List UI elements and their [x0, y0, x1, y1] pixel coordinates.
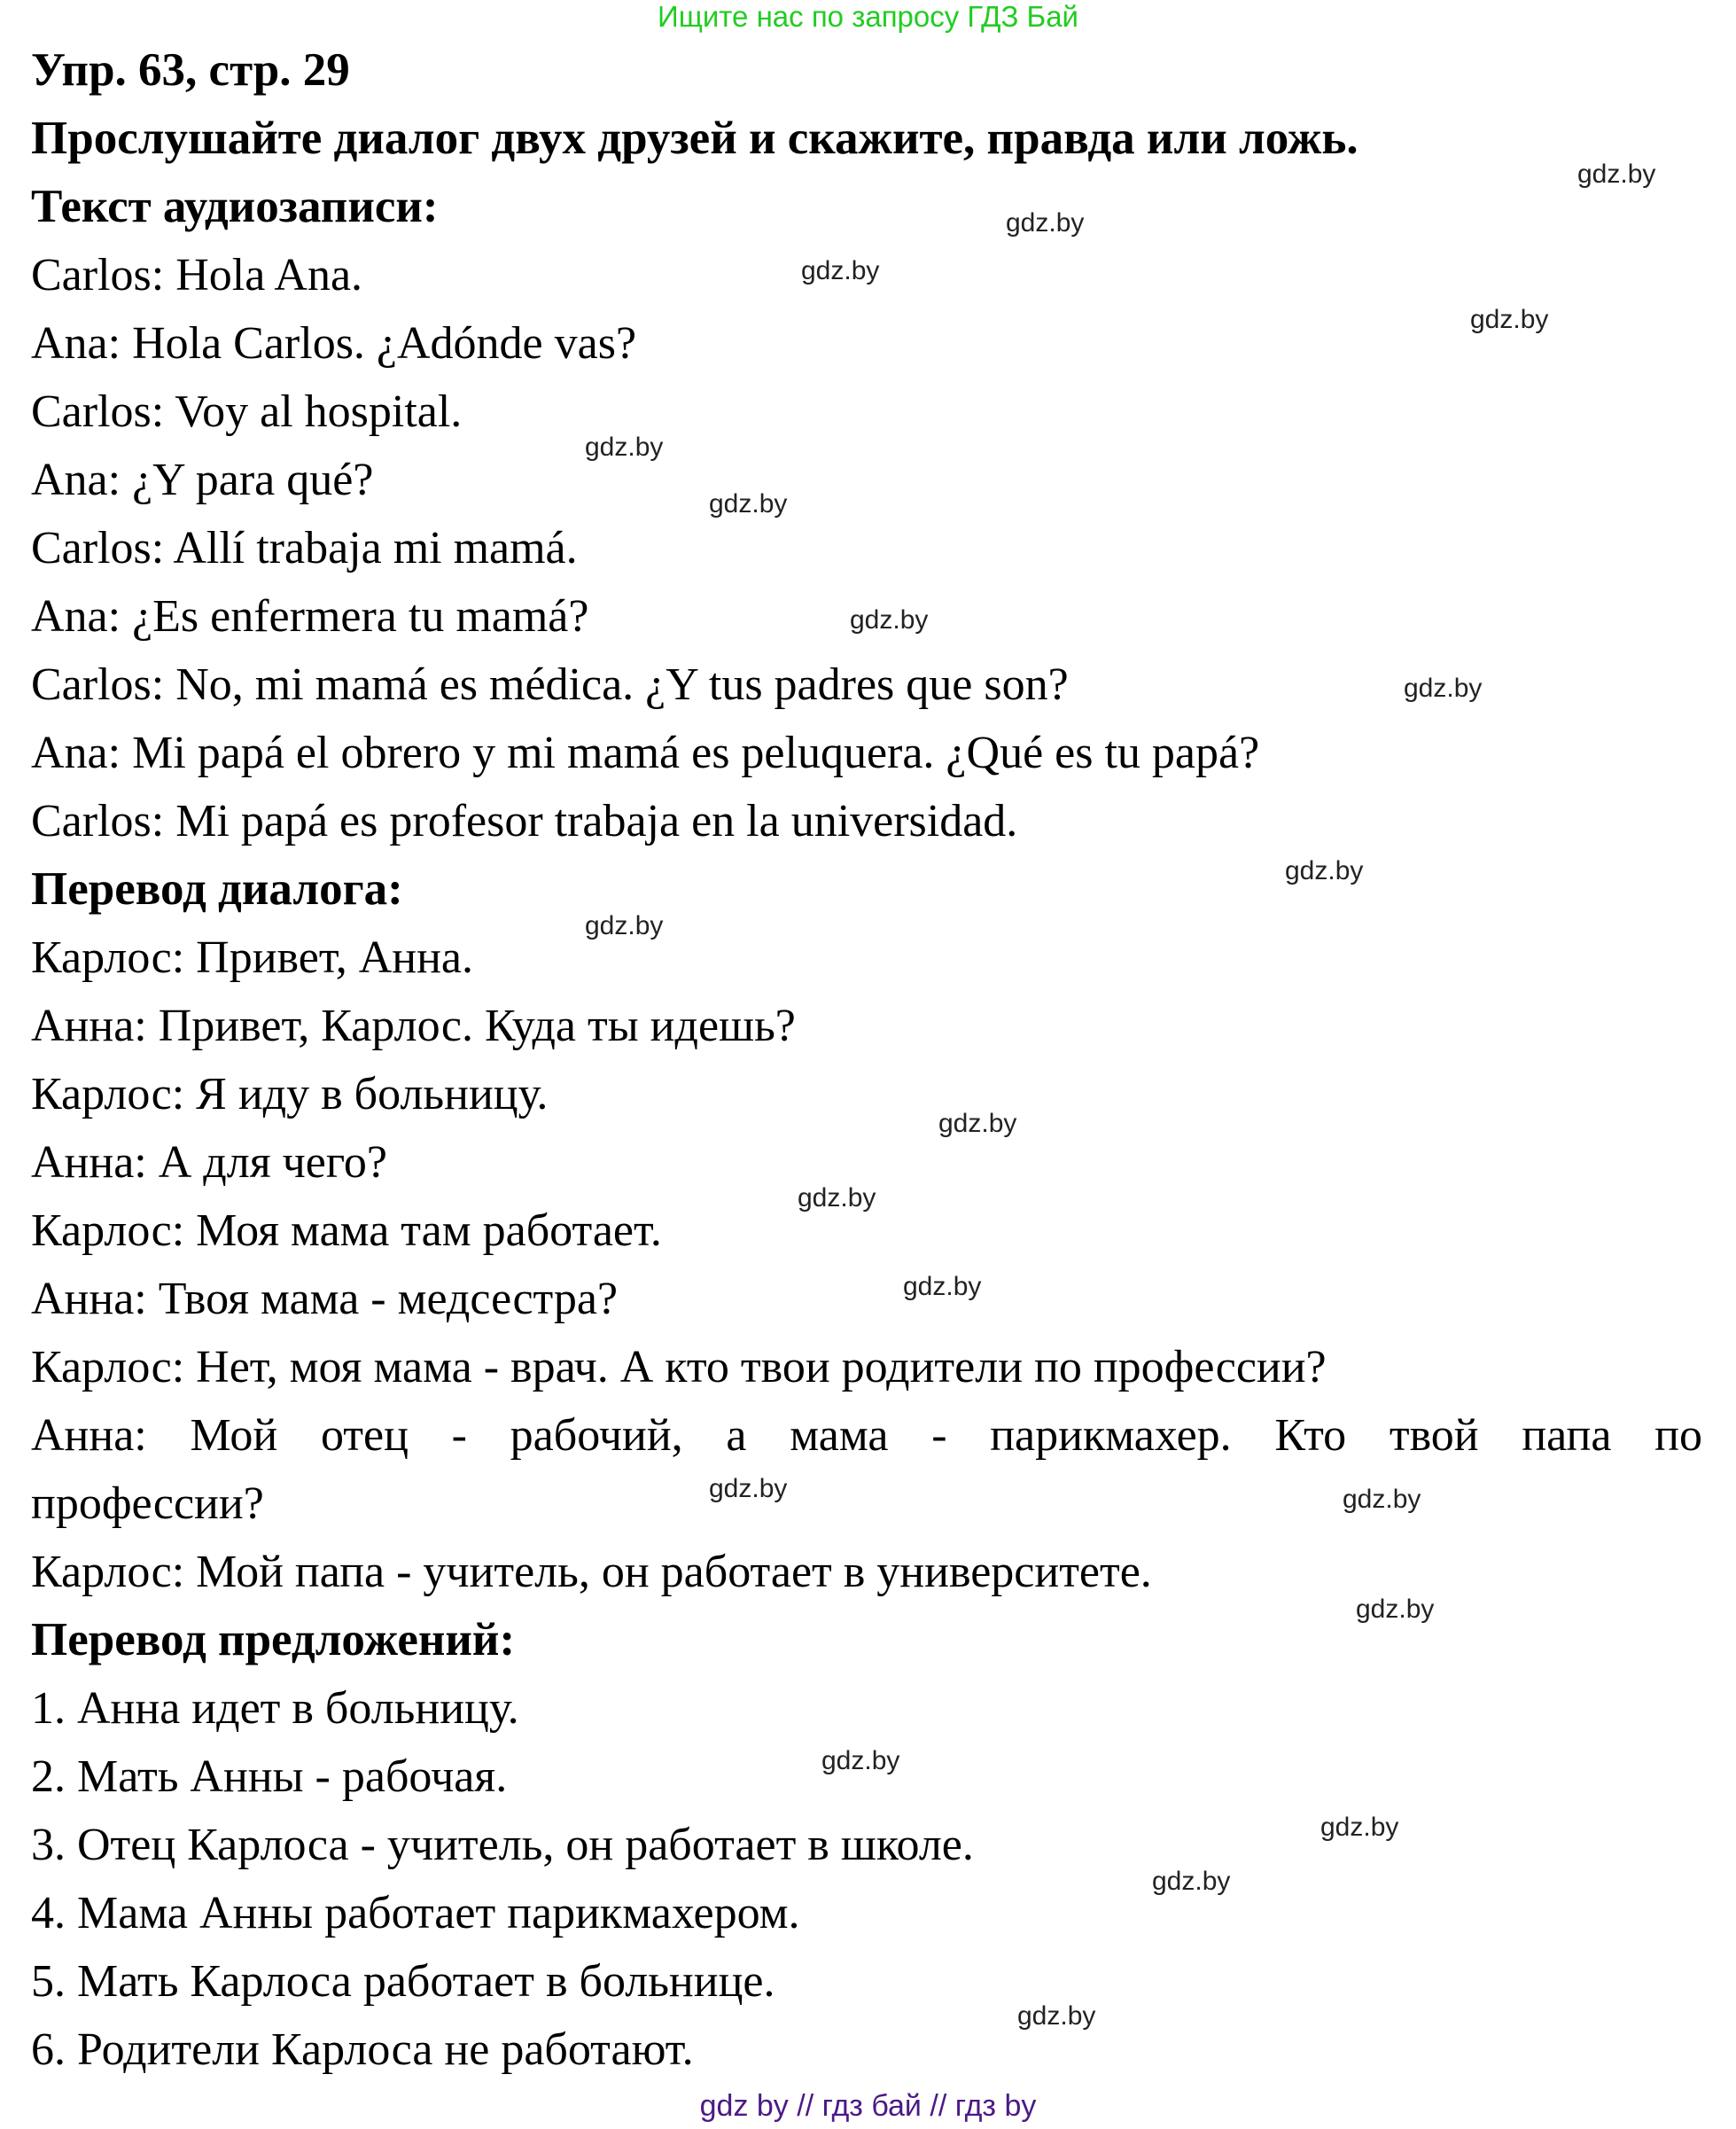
watermark-text: gdz.by	[585, 911, 664, 940]
text-line: 6. Родители Карлоса не работают.	[31, 2024, 694, 2075]
watermark-text: gdz.by	[1006, 208, 1085, 238]
text-line: Карлос: Мой папа - учитель, он работает в университете.	[31, 1547, 1152, 1597]
watermark-text: gdz.by	[1470, 305, 1549, 334]
watermark-text: gdz.by	[709, 1474, 788, 1503]
watermark-text: gdz.by	[903, 1272, 982, 1301]
watermark-text: gdz.by	[938, 1109, 1017, 1138]
watermark-text: gdz.by	[1404, 674, 1483, 703]
text-line: Carlos: Voy al hospital.	[31, 386, 463, 437]
text-line: Анна: Твоя мама - медсестра?	[31, 1274, 619, 1324]
text-line: 1. Анна идет в больницу.	[31, 1683, 519, 1734]
watermark-text: gdz.by	[798, 1183, 876, 1213]
watermark-text: gdz.by	[821, 1746, 900, 1775]
search-hint-banner: Ищите нас по запросу ГДЗ Бай	[658, 0, 1078, 33]
section-heading: Текст аудиозаписи:	[31, 181, 439, 232]
watermark-text: gdz.by	[1356, 1595, 1435, 1624]
text-line: Carlos: Allí trabaja mi mamá.	[31, 523, 578, 573]
watermark-text: gdz.by	[1320, 1813, 1399, 1842]
text-line: Carlos: Mi papá es profesor trabaja en la universidad.	[31, 796, 1018, 846]
text-line: Карлос: Моя мама там работает.	[31, 1205, 662, 1256]
text-line: Анна: Привет, Карлос. Куда ты идешь?	[31, 1001, 796, 1051]
watermark-text: gdz.by	[1017, 2001, 1096, 2031]
watermark-text: gdz.by	[1152, 1867, 1231, 1896]
text-line: Ana: Mi papá el obrero y mi mamá es peluquera. ¿Qué es tu papá?	[31, 728, 1260, 778]
section-heading: Перевод диалога:	[31, 863, 403, 915]
page-title: Упр. 63, стр. 29	[31, 44, 350, 96]
text-line: профессии?	[31, 1478, 264, 1529]
text-line: Carlos: No, mi mamá es médica. ¿Y tus padres que son?	[31, 659, 1069, 710]
text-line: Карлос: Нет, моя мама - врач. А кто твои родители по профессии?	[31, 1342, 1327, 1392]
text-line: Карлос: Я иду в больницу.	[31, 1069, 549, 1119]
text-line: Ana: ¿Es enfermera tu mamá?	[31, 591, 589, 642]
watermark-text: gdz.by	[1285, 856, 1364, 885]
watermark-text: gdz.by	[585, 433, 664, 462]
text-line: Ana: ¿Y para qué?	[31, 455, 374, 505]
text-line: 3. Отец Карлоса - учитель, он работает в школе.	[31, 1820, 974, 1870]
watermark-text: gdz.by	[801, 256, 880, 285]
text-line: Анна: Мой отец - рабочий, а мама - парикмахер. Кто твой папа по	[31, 1410, 1702, 1461]
watermark-text: gdz.by	[1577, 160, 1656, 189]
text-line: Анна: А для чего?	[31, 1137, 387, 1188]
section-heading: Перевод предложений:	[31, 1614, 516, 1665]
watermark-text: gdz.by	[709, 489, 788, 519]
text-line: Ana: Hola Carlos. ¿Adónde vas?	[31, 318, 637, 369]
section-heading: Прослушайте диалог двух друзей и скажите, правда или ложь.	[31, 113, 1358, 164]
footer-watermark: gdz by // гдз бай // гдз by	[699, 2089, 1037, 2123]
text-line: Карлос: Привет, Анна.	[31, 932, 473, 983]
text-line: 2. Мать Анны - рабочая.	[31, 1751, 508, 1802]
text-line: Carlos: Hola Ana.	[31, 250, 363, 300]
watermark-text: gdz.by	[850, 605, 929, 635]
watermark-text: gdz.by	[1343, 1485, 1421, 1514]
text-line: 4. Мама Анны работает парикмахером.	[31, 1888, 800, 1938]
text-line: 5. Мать Карлоса работает в больнице.	[31, 1956, 775, 2007]
